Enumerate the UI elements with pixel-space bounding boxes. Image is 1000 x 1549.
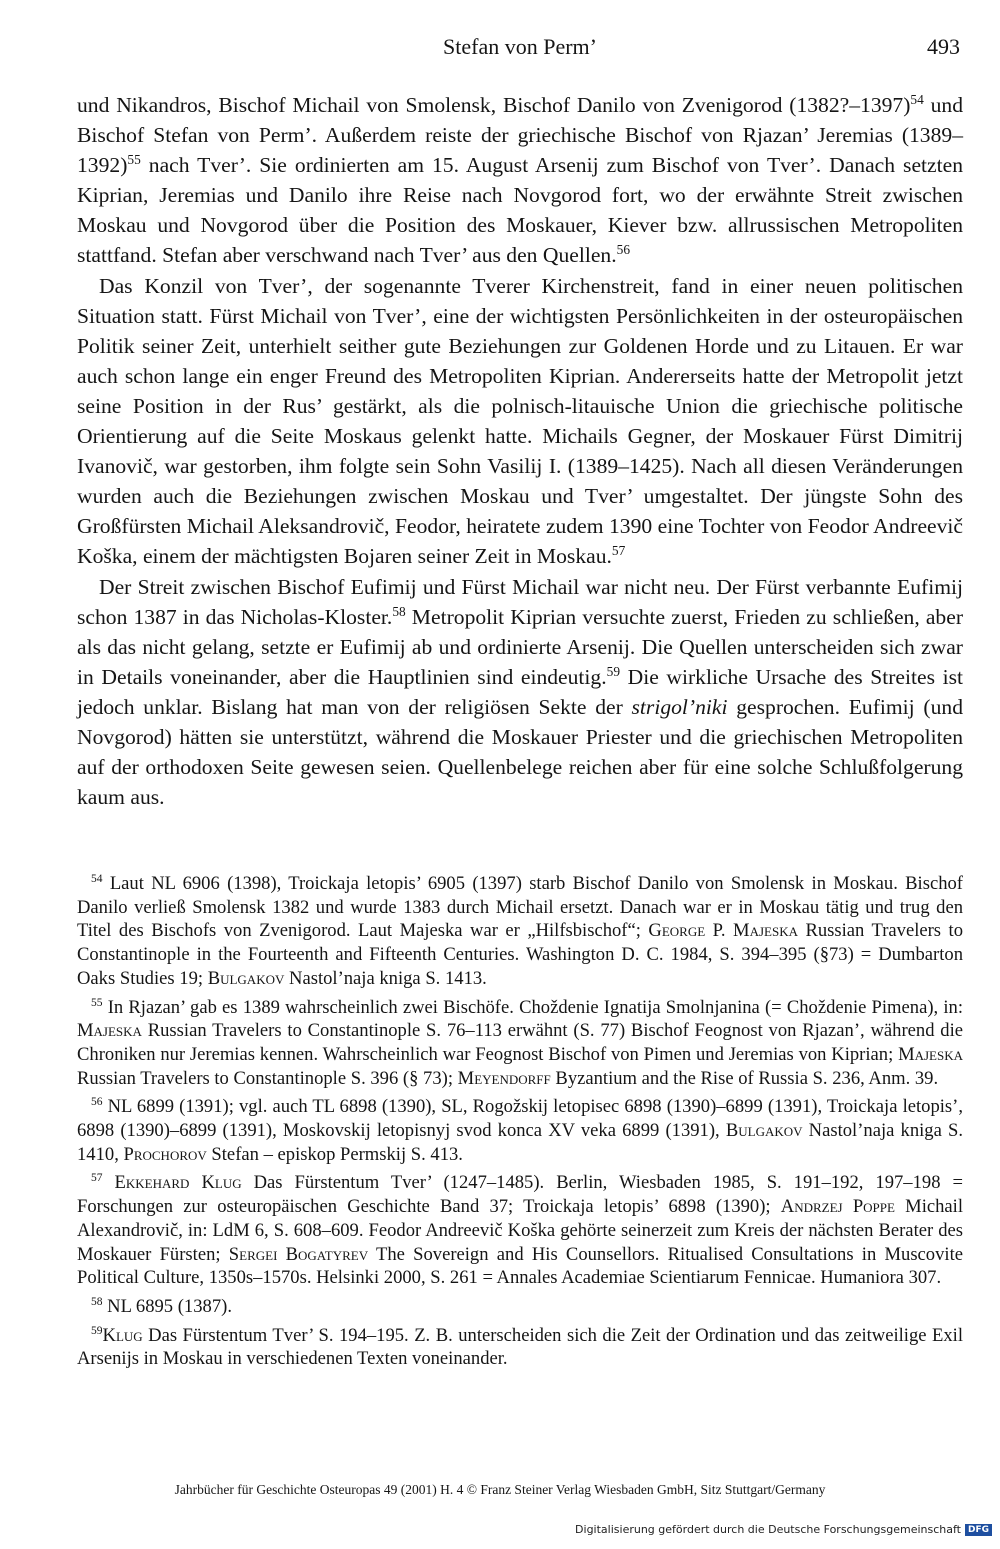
paragraph-1 bbox=[77, 90, 963, 271]
footnote-number: 55 bbox=[91, 996, 103, 1009]
author-name: Ekkehard Klug bbox=[114, 1172, 242, 1194]
author-name: Sergei Bogatyrev bbox=[228, 1243, 369, 1265]
author-name: Majeska bbox=[898, 1043, 963, 1065]
footnote-58 bbox=[77, 1295, 963, 1319]
footnote-ref: 54 bbox=[910, 91, 924, 107]
dfg-logo: DFG bbox=[965, 1524, 992, 1536]
text-run: NL 6899 (1391); vgl. auch TL 6898 (1390), SL, Rogožskij letopisec 6898 (1390)–6899 (1391), Troickaja letopis’, 6898 (1390)–6899 (1391), Moskovskij letopisnyj svod konca XV veka 6899 (1391), bbox=[77, 1096, 963, 1142]
text-run: Die wirkliche Ursache des Streites ist jedoch unklar. Bislang hat man von der religiösen Sekte der bbox=[77, 664, 963, 719]
footnote-number: 57 bbox=[91, 1172, 103, 1185]
text-run: Byzantium and the Rise of Russia S. 236, Anm. 39. bbox=[550, 1067, 939, 1089]
footnote-number: 58 bbox=[91, 1296, 103, 1309]
footnote-59 bbox=[77, 1324, 963, 1371]
footnote-56 bbox=[77, 1095, 963, 1166]
footnote-number: 54 bbox=[91, 873, 103, 886]
text-run: nach Tver’. Sie ordinierten am 15. August Arsenij zum Bischof von Tver’. Danach setzten Kiprian, Jeremias und Danilo ihre Reise nach Novgorod fort, wo der erwähnte Streit zwischen Moskau und Novgorod über die Position des Moskauer, Kiever bzw. allrussischen Metropoliten stattfand. Stefan aber verschwand nach Tver’ aus den Quellen. bbox=[77, 153, 963, 268]
text-run: Russian Travelers to Constantinople S. 396 (§ 73); bbox=[77, 1067, 458, 1089]
page-header bbox=[78, 34, 962, 66]
author-name: Meyendorff bbox=[457, 1067, 551, 1089]
footnote-54 bbox=[77, 872, 963, 991]
footnote-ref: 56 bbox=[616, 242, 631, 258]
main-text bbox=[77, 90, 963, 812]
text-run: Russian Travelers to Constantinople in the Fourteenth and Fifteenth Centuries. Washington D. C. 1984, S. 394–395 (§73) = Dumbarton Oaks Studies 19; bbox=[77, 920, 963, 989]
text-run: Stefan – episkop Permskij S. 413. bbox=[206, 1143, 463, 1165]
author-name: Klug bbox=[102, 1324, 143, 1346]
text-run: Metropolit Kiprian versuchte zuerst, Frieden zu schließen, aber als das nicht gelang, setzte er Eufimij ab und ordinierte Arsenij. Die Quellen unterscheiden sich zwar in Details voneinander, aber die Hauptlinien sind eindeutig. bbox=[77, 604, 964, 689]
text-run: Michail Alexandrovič, in: LdM 6, S. 608–609. Feodor Andreevič Koška gehörte seinerzeit zum Kreis der nächsten Berater des Moskauer Fürsten; bbox=[77, 1196, 963, 1265]
footnote-ref: 57 bbox=[611, 543, 626, 559]
text-run: Nastol’naja kniga S. 1413. bbox=[284, 967, 487, 989]
digitization-credit bbox=[575, 1523, 992, 1536]
text-run: gesprochen. Eufimij (und Novgorod) hätten sie unterstützt, während die Moskauer Priester und die griechischen Metropoliten auf der orthodoxen Seite gewesen seien. Quellenbelege reichen aber für eine solche Schlußfolgerung kaum aus. bbox=[77, 694, 963, 810]
author-name: Prochorov bbox=[123, 1143, 207, 1165]
text-run: Russian Travelers to Constantinople S. 76–113 erwähnt (S. 77) Bischof Feognost von Rjazan’, während die Chroniken nur Jeremias kennen. Wahrscheinlich war Feognost Bischof von Pimen und Jeremias von Kiprian; bbox=[77, 1020, 963, 1065]
text-run: In Rjazan’ gab es 1389 wahrscheinlich zwei Bischöfe. Choždenie Ignatija Smolnjanina (= Choždenie Pimena), in: bbox=[102, 996, 963, 1018]
text-run: Laut NL 6906 (1398), Troickaja letopis’ 6905 (1397) starb Bischof Danilo von Smolensk in Moskau. Bischof Danilo verließ Smolensk 1382 und wurde 1383 durch Michail ersetzt. Danach war er in Moskau tätig und trug den Titel des Bischofs von Zvenigorod. Laut Majeska war er „Hilfsbischof“; bbox=[77, 873, 963, 942]
text-run: Das Fürstentum Tver’ (1247–1485). Berlin, Wiesbaden 1985, S. 191–192, 197–198 = Forschungen zur osteuropäischen Geschichte Band 37; Troickaja letopis’ 6898 (1390); bbox=[77, 1172, 963, 1218]
author-name: Bulgakov bbox=[725, 1120, 803, 1142]
text-run: NL 6895 (1387). bbox=[102, 1295, 232, 1317]
author-name: George P. Majeska bbox=[648, 920, 798, 942]
footnote-ref: 59 bbox=[606, 663, 620, 679]
footnote-number: 59 bbox=[91, 1324, 103, 1337]
paragraph-2 bbox=[77, 271, 963, 572]
text-run: The Sovereign and His Counsellors. Ritualised Consultations in Muscovite Political Culture, 1350s–1570s. Helsinki 2000, S. 261 = Annales Academiae Scientiarum Fennicae. Humaniora 307. bbox=[77, 1243, 963, 1289]
footnote-number: 56 bbox=[91, 1096, 103, 1109]
author-name: Bulgakov bbox=[207, 967, 285, 989]
footnote-55 bbox=[77, 996, 963, 1091]
italic-term: strigol’niki bbox=[631, 694, 728, 719]
text-run: Das Konzil von Tver’, der sogenannte Tverer Kirchenstreit, fand in einer neuen politischen Situation statt. Fürst Michail von Tver’, eine der wichtigsten Persönlichkeiten in der osteuropäischen Politik seiner Zeit, unterhielt seither gute Beziehungen zur Goldenen Horde und zu Litauen. Er war auch schon lange ein enger Freund des Metropoliten Kiprian. Andererseits hatte der Metropolit jetzt seine Position in der Rus’ gestärkt, als die polnisch-litauische Union die griechische politische Orientierung auf die Seite Moskaus gelenkt hatte. Michails Gegner, der Moskauer Fürst Dimitrij Ivanovič, war gestorben, ihm folgte sein Sohn Vasilij I. (1389–1425). Nach all diesen Veränderungen wurden auch die Beziehungen zwischen Moskau und Tver’ umgestaltet. Der jüngste Sohn des Großfürsten Michail Aleksandrovič, Feodor, heiratete zudem 1390 eine Tochter von Feodor Andreevič Koška, einem der mächtigsten Bojaren seiner Zeit in Moskau. bbox=[77, 273, 963, 569]
footnotes bbox=[77, 872, 963, 1376]
footnote-ref: 58 bbox=[392, 603, 406, 619]
text-run: und Bischof Stefan von Perm’. Außerdem reiste der griechische Bischof von Rjazan’ Jeremias (1389–1392) bbox=[77, 93, 964, 178]
digitization-credit-text: Digitalisierung gefördert durch die Deutsche Forschungsgemeinschaft bbox=[575, 1523, 961, 1536]
footnote-ref: 55 bbox=[127, 152, 141, 168]
footnote-57 bbox=[77, 1171, 963, 1290]
author-name: Majeska bbox=[77, 1020, 142, 1042]
text-run: Das Fürstentum Tver’ S. 194–195. Z. B. unterscheiden sich die Zeit der Ordination und das zeitweilige Exil Arsenijs in Moskau in verschiedenen Texten voneinander. bbox=[77, 1324, 963, 1370]
text-run: Der Streit zwischen Bischof Eufimij und Fürst Michail war nicht neu. Der Fürst verbannte Eufimij schon 1387 in das Nicholas-Kloster. bbox=[77, 574, 963, 629]
publisher-line: Jahrbücher für Geschichte Osteuropas 49 (2001) H. 4 © Franz Steiner Verlag Wiesbaden GmbH, Sitz Stuttgart/Germany bbox=[174, 1482, 826, 1497]
author-name: Andrzej Poppe bbox=[780, 1196, 895, 1218]
text-run: Nastol’naja kniga S. 1410, bbox=[77, 1120, 963, 1165]
page-number: 493 bbox=[927, 34, 960, 59]
text-run: und Nikandros, Bischof Michail von Smolensk, Bischof Danilo von Zvenigorod (1382?–1397) bbox=[77, 93, 911, 117]
running-title: Stefan von Perm’ bbox=[443, 34, 597, 59]
paragraph-3 bbox=[77, 572, 963, 813]
